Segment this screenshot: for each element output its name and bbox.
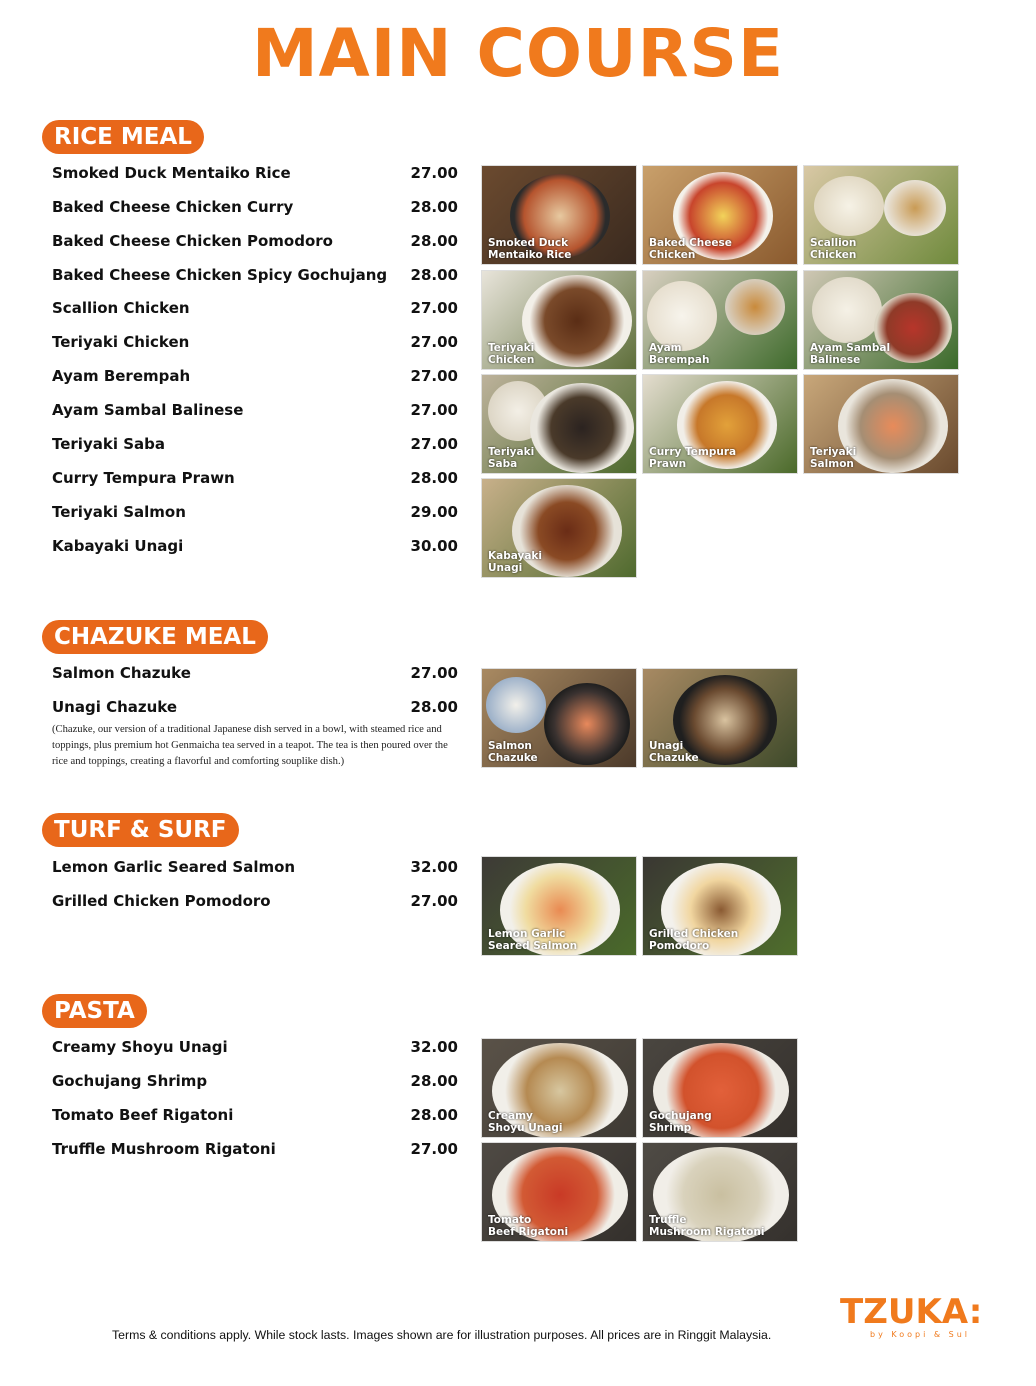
menu-item — [52, 162, 458, 184]
item-name: Unagi Chazuke — [52, 698, 178, 716]
dish-photo — [642, 374, 798, 474]
dish-photo — [481, 270, 637, 370]
item-name: Ayam Sambal Balinese — [52, 401, 244, 419]
photo-caption: Lemon Garlic Seared Salmon — [488, 928, 578, 952]
item-price: 27.00 — [410, 435, 458, 453]
menu-item — [52, 501, 458, 523]
dish-photo — [642, 668, 798, 768]
item-price: 28.00 — [410, 1072, 458, 1090]
menu-item — [52, 433, 458, 455]
item-name: Baked Cheese Chicken Pomodoro — [52, 232, 333, 250]
dish-photo — [642, 856, 798, 956]
menu-item — [52, 1104, 458, 1126]
photo-caption: Truffle Mushroom Rigatoni — [649, 1214, 765, 1238]
menu-item — [52, 365, 458, 387]
item-price: 27.00 — [410, 1140, 458, 1158]
item-name: Creamy Shoyu Unagi — [52, 1038, 228, 1056]
dish-photo — [642, 1142, 798, 1242]
dish-photo — [481, 165, 637, 265]
item-price: 27.00 — [410, 299, 458, 317]
item-price: 27.00 — [410, 892, 458, 910]
menu-item — [52, 856, 458, 878]
item-price: 27.00 — [410, 664, 458, 682]
menu-item — [52, 297, 458, 319]
dish-photo — [481, 1142, 637, 1242]
page-title: MAIN COURSE — [251, 15, 785, 92]
menu-item — [52, 535, 458, 557]
dish-photo — [481, 374, 637, 474]
item-name: Ayam Berempah — [52, 367, 191, 385]
item-name: Teriyaki Salmon — [52, 503, 186, 521]
item-name: Truffle Mushroom Rigatoni — [52, 1140, 276, 1158]
photo-caption: Ayam Sambal Balinese — [810, 342, 891, 366]
item-price: 28.00 — [410, 698, 458, 716]
menu-item — [52, 696, 458, 718]
photo-caption: Teriyaki Chicken — [488, 342, 535, 366]
logo-subtitle: by Koopi & Sul — [870, 1330, 970, 1339]
photo-caption: Unagi Chazuke — [649, 740, 699, 764]
item-name: Lemon Garlic Seared Salmon — [52, 858, 296, 876]
item-name: Gochujang Shrimp — [52, 1072, 208, 1090]
brand-logo — [840, 1292, 983, 1342]
section-label-pasta: PASTA — [42, 994, 147, 1028]
dish-photo — [803, 165, 959, 265]
photo-caption: Gochujang Shrimp — [649, 1110, 712, 1134]
dish-photo — [481, 856, 637, 956]
item-name: Tomato Beef Rigatoni — [52, 1106, 234, 1124]
menu-item — [52, 230, 458, 252]
item-price: 32.00 — [410, 1038, 458, 1056]
item-price: 28.00 — [410, 469, 458, 487]
item-price: 29.00 — [410, 503, 458, 521]
item-price: 32.00 — [410, 858, 458, 876]
menu-item — [52, 1036, 458, 1058]
item-price: 30.00 — [410, 537, 458, 555]
item-name: Teriyaki Chicken — [52, 333, 190, 351]
item-price: 28.00 — [410, 232, 458, 250]
photo-caption: Grilled Chicken Pomodoro — [649, 928, 739, 952]
item-price: 27.00 — [410, 401, 458, 419]
section-label-turf-and-surf: TURF & SURF — [42, 813, 239, 847]
menu-item — [52, 890, 458, 912]
item-name: Baked Cheese Chicken Spicy Gochujang — [52, 266, 388, 284]
menu-item — [52, 264, 458, 286]
photo-caption: Scallion Chicken — [810, 237, 857, 261]
item-name: Teriyaki Saba — [52, 435, 165, 453]
item-price: 28.00 — [410, 266, 458, 284]
item-name: Grilled Chicken Pomodoro — [52, 892, 271, 910]
photo-caption: Teriyaki Saba — [488, 446, 535, 470]
menu-item — [52, 662, 458, 684]
menu-item — [52, 331, 458, 353]
menu-item — [52, 399, 458, 421]
dish-photo — [642, 165, 798, 265]
dish-photo — [803, 270, 959, 370]
menu-item — [52, 1138, 458, 1160]
item-price: 28.00 — [410, 1106, 458, 1124]
dish-photo — [481, 668, 637, 768]
chazuke-description: (Chazuke, our version of a traditional Japanese dish served in a bowl, with steamed rice and toppings, plus premium hot Genmaicha tea served in a teapot. The tea is then poured over the rice and toppings, creating a flavorful and comforting souplike dish.) — [52, 724, 448, 767]
item-name: Kabayaki Unagi — [52, 537, 184, 555]
dish-photo — [642, 270, 798, 370]
item-name: Scallion Chicken — [52, 299, 190, 317]
item-name: Smoked Duck Mentaiko Rice — [52, 164, 291, 182]
item-price: 28.00 — [410, 198, 458, 216]
item-name: Salmon Chazuke — [52, 664, 191, 682]
photo-caption: Kabayaki Unagi — [488, 550, 543, 574]
dish-photo — [642, 1038, 798, 1138]
item-price: 27.00 — [410, 367, 458, 385]
photo-caption: Teriyaki Salmon — [810, 446, 857, 470]
section-label-chazuke-meal: CHAZUKE MEAL — [42, 620, 268, 654]
menu-item — [52, 196, 458, 218]
photo-caption: Baked Cheese Chicken — [649, 237, 732, 261]
dish-photo — [803, 374, 959, 474]
item-name: Baked Cheese Chicken Curry — [52, 198, 294, 216]
photo-caption: Salmon Chazuke — [488, 740, 538, 764]
section-label-rice-meal: RICE MEAL — [42, 120, 204, 154]
item-price: 27.00 — [410, 333, 458, 351]
photo-caption: Tomato Beef Rigatoni — [488, 1214, 569, 1238]
menu-item — [52, 1070, 458, 1092]
terms-footer: Terms & conditions apply. While stock lasts. Images shown are for illustration purposes. All prices are in Ringgit Malaysia. — [112, 1328, 772, 1342]
logo-wordmark: TZUKA: — [840, 1292, 983, 1332]
item-price: 27.00 — [410, 164, 458, 182]
photo-caption: Smoked Duck Mentaiko Rice — [488, 237, 572, 261]
photo-caption: Ayam Berempah — [649, 342, 710, 366]
menu-item — [52, 467, 458, 489]
dish-photo — [481, 1038, 637, 1138]
photo-caption: Creamy Shoyu Unagi — [488, 1110, 563, 1134]
dish-photo — [481, 478, 637, 578]
photo-caption: Curry Tempura Prawn — [649, 446, 737, 470]
item-name: Curry Tempura Prawn — [52, 469, 235, 487]
